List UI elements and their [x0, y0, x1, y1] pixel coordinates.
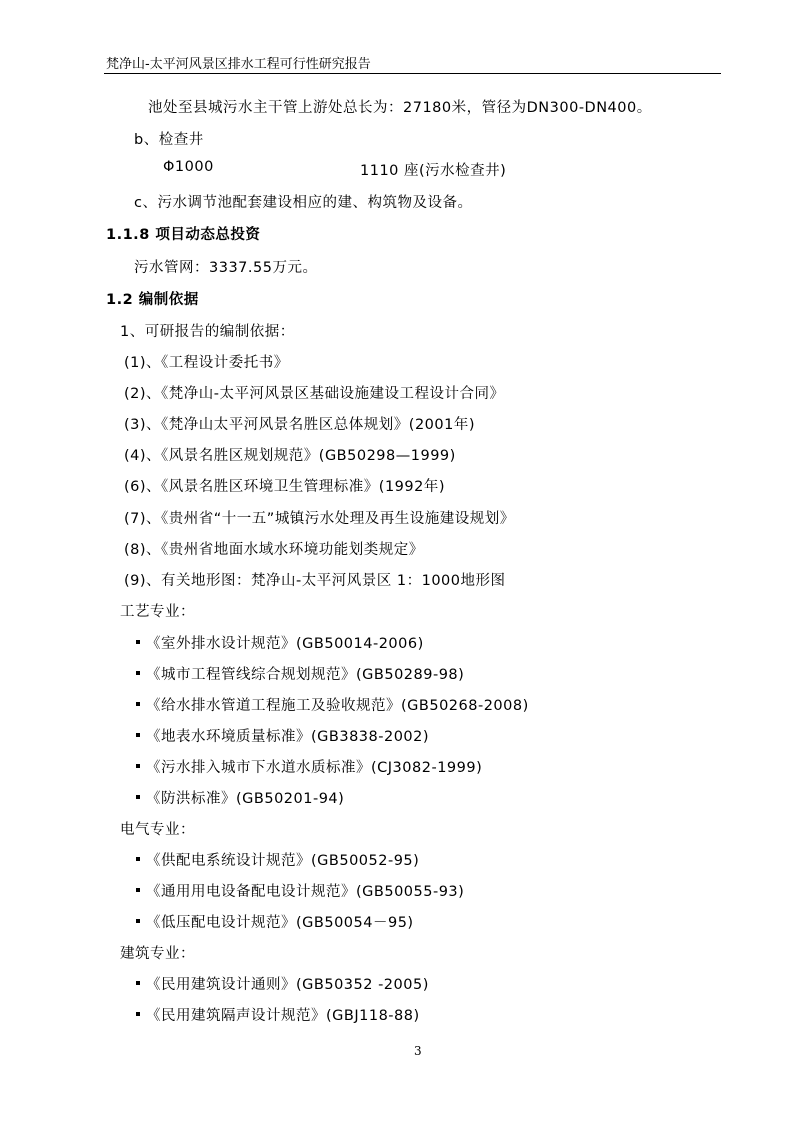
process-item-text: 《城市工程管线综合规划规范》(GB50289-98) [146, 667, 465, 683]
section-heading-1-1-8: 1.1.8 项目动态总投资 [106, 227, 261, 243]
process-item [136, 663, 464, 684]
process-item [136, 756, 482, 777]
bullet-icon [136, 795, 140, 799]
basis-intro: 1、可研报告的编制依据： [120, 324, 295, 340]
section-heading-1-2: 1.2 编制依据 [106, 292, 199, 308]
regulating-pool-line: c、污水调节池配套建设相应的建、构筑物及设备。 [134, 195, 473, 211]
basis-item: (3)、《梵净山太平河风景名胜区总体规划》(2001年) [124, 417, 476, 433]
bullet-icon [136, 1012, 140, 1016]
process-item-text: 《给水排水管道工程施工及验收规范》(GB50268-2008) [146, 698, 529, 714]
bullet-icon [136, 888, 140, 892]
process-item-text: 《室外排水设计规范》(GB50014-2006) [146, 636, 424, 652]
electric-item [136, 911, 414, 932]
well-diameter: Φ1000 [163, 159, 214, 175]
process-discipline-label: 工艺专业： [120, 604, 195, 620]
building-item [136, 1004, 420, 1025]
bullet-icon [136, 981, 140, 985]
header-title: 梵净山-太平河风景区排水工程可行性研究报告 [106, 57, 371, 72]
header-rule [104, 73, 721, 74]
basis-item: (4)、《风景名胜区规划规范》(GB50298—1999) [124, 448, 456, 464]
basis-item: (6)、《风景名胜区环境卫生管理标准》(1992年) [124, 479, 446, 495]
process-item [136, 632, 424, 653]
process-item [136, 787, 344, 808]
process-item-text: 《地表水环境质量标准》(GB3838-2002) [146, 729, 430, 745]
bullet-icon [136, 919, 140, 923]
bullet-icon [136, 702, 140, 706]
electric-item-text: 《通用用电设备配电设计规范》(GB50055-93) [146, 884, 465, 900]
process-item [136, 725, 429, 746]
building-item-text: 《民用建筑隔声设计规范》(GBJ118-88) [146, 1008, 420, 1024]
electric-item [136, 849, 419, 870]
process-item-text: 《防洪标准》(GB50201-94) [146, 791, 345, 807]
bullet-icon [136, 857, 140, 861]
building-item-text: 《民用建筑设计通则》(GB50352 -2005) [146, 977, 429, 993]
basis-item: (2)、《梵净山-太平河风景区基础设施建设工程设计合同》 [124, 386, 505, 402]
bullet-icon [136, 671, 140, 675]
basis-item: (8)、《贵州省地面水域水环境功能划类规定》 [124, 542, 424, 558]
electric-item [136, 880, 464, 901]
bullet-icon [136, 733, 140, 737]
basis-item: (1)、《工程设计委托书》 [124, 355, 289, 371]
bullet-icon [136, 640, 140, 644]
basis-item: (9)、有关地形图：梵净山-太平河风景区 1：1000地形图 [124, 573, 506, 589]
electric-item-text: 《供配电系统设计规范》(GB50052-95) [146, 853, 420, 869]
process-item-text: 《污水排入城市下水道水质标准》(CJ3082-1999) [146, 760, 483, 776]
building-discipline-label: 建筑专业： [120, 946, 195, 962]
well-count: 1110 座(污水检查井) [360, 163, 507, 179]
electric-item-text: 《低压配电设计规范》(GB50054－95) [146, 915, 414, 931]
pipe-length-line: 池处至县城污水主干管上游处总长为：27180米，管径为DN300-DN400。 [148, 100, 652, 116]
building-item [136, 973, 429, 994]
page-number: 3 [414, 1044, 422, 1058]
inspection-well-label: b、检查井 [134, 132, 204, 148]
bullet-icon [136, 764, 140, 768]
basis-item: (7)、《贵州省“十一五”城镇污水处理及再生设施建设规划》 [124, 511, 515, 527]
process-item [136, 694, 529, 715]
electric-discipline-label: 电气专业： [120, 822, 195, 838]
investment-line: 污水管网：3337.55万元。 [134, 260, 318, 276]
